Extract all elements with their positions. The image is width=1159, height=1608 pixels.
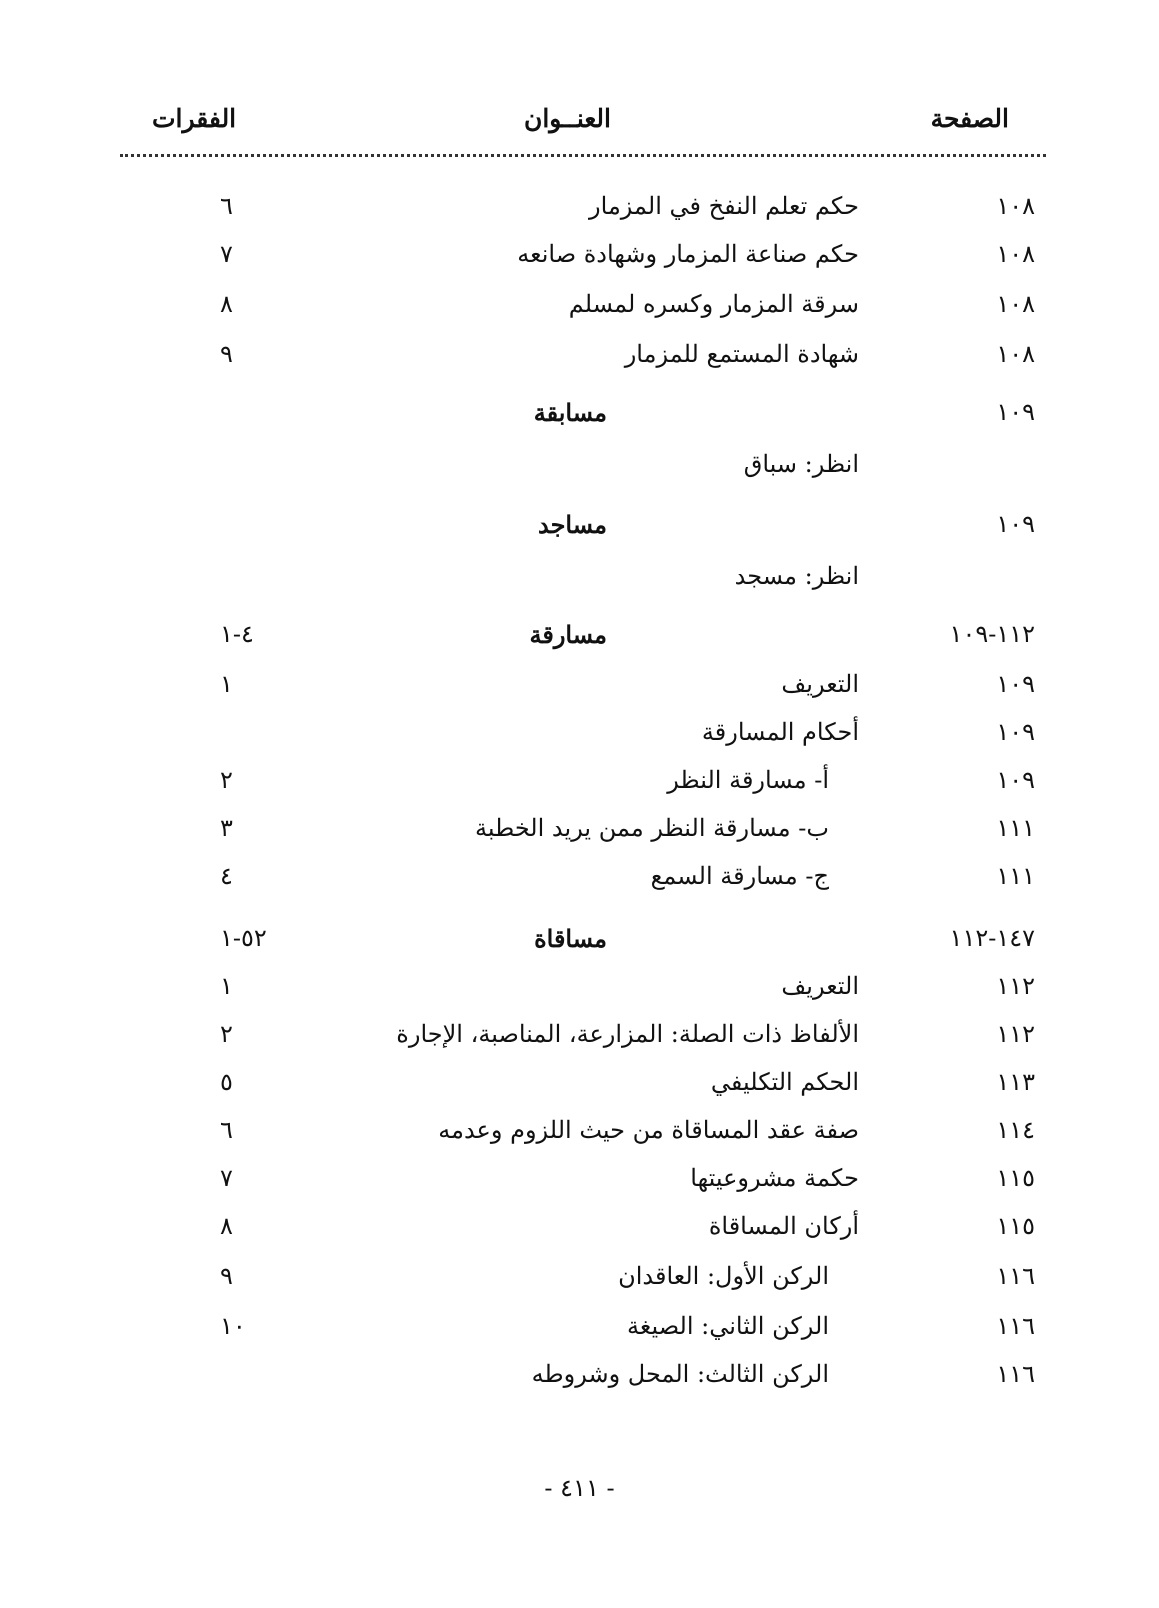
entry-heading: مسابقة (533, 398, 607, 427)
paragraph-ref: ٦ (220, 1116, 233, 1144)
index-row-heading (0, 398, 1159, 438)
entry-title: الركن الثاني: الصيغة (627, 1312, 829, 1340)
page-number: ١٠٨ (996, 290, 1035, 318)
page-number: ١١٥ (996, 1212, 1035, 1240)
paragraph-ref: ٥ (220, 1068, 233, 1096)
entry-heading: مسارقة (529, 620, 607, 649)
page-number: ١١٢-١٠٩ (949, 620, 1035, 648)
paragraph-ref: ٢ (220, 766, 233, 794)
see-also-ref: انظر: سباق (743, 450, 859, 478)
page-number: ١٠٨ (996, 240, 1035, 268)
page-footer-number: - ٤١١ - (544, 1474, 615, 1502)
paragraph-ref: ٧ (220, 1164, 233, 1192)
index-row-sub (0, 766, 1159, 806)
index-row (0, 1116, 1159, 1156)
entry-title: الركن الأول: العاقدان (618, 1262, 829, 1290)
index-row-heading (0, 510, 1159, 550)
entry-title: ج- مسارقة السمع (650, 862, 829, 890)
entry-title: ب- مسارقة النظر ممن يريد الخطبة (475, 814, 829, 842)
paragraph-ref: ٣ (220, 814, 233, 842)
paragraph-ref: ١ (220, 670, 233, 698)
entry-title: حكم صناعة المزمار وشهادة صانعه (517, 240, 859, 268)
page-number: ١١٦ (996, 1312, 1035, 1340)
page-number: ١٠٨ (996, 192, 1035, 220)
entry-title: الركن الثالث: المحل وشروطه (531, 1360, 829, 1388)
index-row-sub (0, 862, 1159, 902)
entry-title: حكم تعلم النفخ في المزمار (589, 192, 859, 220)
page-number: ١١١ (996, 862, 1035, 890)
index-row (0, 1164, 1159, 1204)
index-row (0, 340, 1159, 380)
index-row (0, 670, 1159, 710)
index-row-sub (0, 1262, 1159, 1302)
page-number: ١٠٩ (996, 718, 1035, 746)
paragraph-ref: ٩ (220, 340, 233, 368)
index-row (0, 290, 1159, 330)
page-number: ١٠٩ (996, 398, 1035, 426)
paragraph-ref: ٢ (220, 1020, 233, 1048)
page-number: ١١٦ (996, 1360, 1035, 1388)
header-dotted-rule (120, 154, 1046, 157)
index-row-see-also (0, 450, 1159, 490)
page-number: ١١٣ (996, 1068, 1035, 1096)
index-row-sub (0, 1360, 1159, 1400)
entry-title: صفة عقد المساقاة من حيث اللزوم وعدمه (438, 1116, 859, 1144)
index-row (0, 1212, 1159, 1252)
page-number: ١٠٩ (996, 766, 1035, 794)
title-column-header: العنــوان (523, 104, 611, 133)
paragraph-ref: ٦ (220, 192, 233, 220)
page-number: ١٠٩ (996, 510, 1035, 538)
paragraph-ref: ٨ (220, 290, 233, 318)
entry-title: أ- مسارقة النظر (667, 766, 829, 794)
entry-heading: مساجد (537, 510, 607, 539)
paragraph-ref: ١ (220, 972, 233, 1000)
page-number: ١١١ (996, 814, 1035, 842)
page-number: ١١٢ (996, 972, 1035, 1000)
paragraph-ref: ١٠ (220, 1312, 246, 1340)
entry-title: الألفاظ ذات الصلة: المزارعة، المناصبة، الإجارة (396, 1020, 859, 1048)
entry-title: التعريف (781, 972, 859, 1000)
paragraph-ref: ٤ (220, 862, 233, 890)
paragraph-ref: ٨ (220, 1212, 233, 1240)
entry-title: سرقة المزمار وكسره لمسلم (568, 290, 859, 318)
entry-title: أركان المساقاة (708, 1212, 859, 1240)
entry-title: حكمة مشروعيتها (690, 1164, 859, 1192)
index-row (0, 718, 1159, 758)
entry-title: التعريف (781, 670, 859, 698)
index-row-sub (0, 814, 1159, 854)
see-also-ref: انظر: مسجد (734, 562, 859, 590)
paragraph-ref: ٤-١ (220, 620, 254, 648)
page-number: ١٤٧-١١٢ (949, 924, 1035, 952)
paragraph-ref: ٩ (220, 1262, 233, 1290)
index-row (0, 240, 1159, 280)
page-number: ١١٢ (996, 1020, 1035, 1048)
index-row (0, 1068, 1159, 1108)
index-row-see-also (0, 562, 1159, 602)
page-number: ١١٥ (996, 1164, 1035, 1192)
page-column-header: الصفحة (930, 104, 1009, 133)
paragraph-ref: ٧ (220, 240, 233, 268)
index-row (0, 1020, 1159, 1060)
page-number: ١١٦ (996, 1262, 1035, 1290)
paragraphs-column-header: الفقرات (152, 104, 237, 133)
entry-title: شهادة المستمع للمزمار (624, 340, 859, 368)
page-number: ١٠٨ (996, 340, 1035, 368)
index-row (0, 192, 1159, 232)
entry-heading: مساقاة (534, 924, 607, 953)
index-row (0, 972, 1159, 1012)
index-row-sub (0, 1312, 1159, 1352)
page-number: ١١٤ (996, 1116, 1035, 1144)
entry-title: أحكام المسارقة (701, 718, 859, 746)
index-row-heading (0, 924, 1159, 964)
entry-title: الحكم التكليفي (710, 1068, 859, 1096)
index-row-heading (0, 620, 1159, 660)
page-number: ١٠٩ (996, 670, 1035, 698)
paragraph-ref: ٥٢-١ (220, 924, 267, 952)
